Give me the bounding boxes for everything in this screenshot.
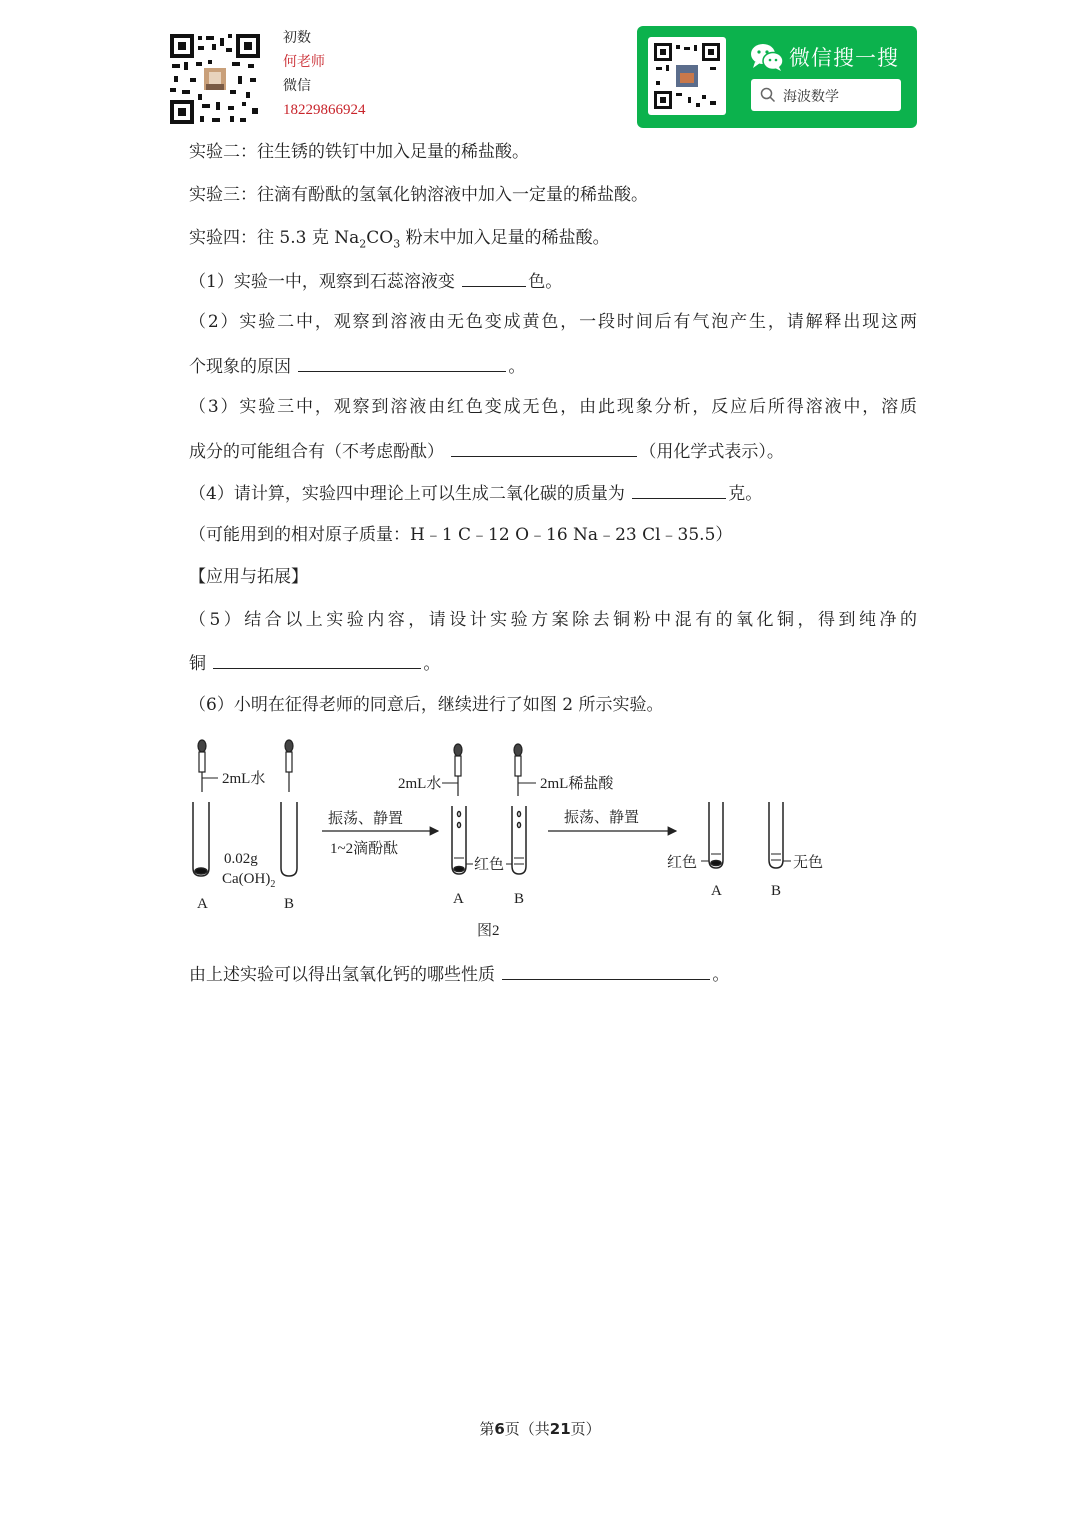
footer-middle: 页（共 [504,1420,550,1438]
atomic-mass-note: （可能用到的相对原子质量：H﹣1 C﹣12 O﹣16 Na﹣23 Cl﹣35.5） [189,525,733,545]
exp4-text-b: CO [366,228,394,248]
question-5-line-2 [189,650,440,676]
question-1 [189,268,562,294]
mass-label: 0.02g [224,851,258,867]
tube-label-a-3: A [711,883,722,899]
step2-top-label: 振荡、静置 [564,810,640,826]
tube-label-b-3: B [771,883,782,899]
contact-wechat-label: 微信 [283,78,311,94]
q2-text: 个现象的原因 [189,357,297,377]
acid-label: 2mL稀盐酸 [540,776,614,792]
red-label-mid: 红色 [474,857,505,873]
water-label-2: 2mL水 [398,776,442,792]
step1-top-label: 振荡、静置 [328,811,404,827]
exp4-text-c: 粉末中加入足量的稀盐酸。 [400,228,610,248]
contact-info [283,26,366,122]
dropper-1 [198,740,206,792]
qr-code-left [168,32,262,126]
section-title: 【应用与拓展】 [189,567,308,587]
dropper-3 [454,744,462,796]
final-text: 由上述实验可以得出氢氧化钙的哪些性质 [189,965,501,985]
footer-total-pages: 21 [549,1420,571,1438]
wechat-logo-icon [750,42,784,72]
experiment-3: 实验三：往滴有酚酞的氢氧化钠溶液中加入一定量的稀盐酸。 [189,185,648,205]
dropper-4 [514,744,522,796]
q1-suffix: 色。 [528,272,563,292]
q2-suffix: 。 [508,357,526,377]
test-tube-b-start [281,802,297,876]
tube-label-b-1: B [284,896,295,912]
test-tube-a-mid [452,806,466,874]
test-tube-a-end [709,802,723,868]
question-3-line-2 [189,438,784,464]
question-2-line-2 [189,353,525,379]
exp4-sub-2: 2 [359,237,367,251]
footer-page-number: 6 [494,1420,505,1438]
q3-suffix: （用化学式表示）。 [639,442,784,462]
q1-text: （1）实验一中，观察到石蕊溶液变 [189,272,461,292]
search-icon [760,87,776,103]
q4-answer-blank[interactable] [632,480,726,499]
exp4-text-a: 实验四：往 5.3 克 Na [189,228,360,248]
water-label-1: 2mL水 [222,771,266,787]
q1-answer-blank[interactable] [462,268,526,287]
test-tube-b-end [769,802,783,868]
final-suffix: 。 [712,965,730,985]
step1-bottom-label: 1~2滴酚酞 [330,841,399,857]
question-2-line-1: （2）实验二中，观察到溶液由无色变成黄色，一段时间后有气泡产生，请解释出现这两 [189,312,917,332]
tube-label-b-2: B [514,891,525,907]
footer-prefix: 第 [479,1420,495,1438]
figure-caption: 图2 [477,923,500,939]
red-label-end: 红色 [667,855,698,871]
page-footer [0,1418,1080,1439]
compound-label: $Ca(OH)_2$ [222,871,276,890]
wechat-search-box[interactable] [751,79,901,111]
contact-teacher: 何老师 [283,54,325,70]
q3-answer-blank[interactable] [451,438,637,457]
wechat-search-text: 海波数学 [783,89,839,105]
colorless-label: 无色 [793,855,824,871]
tube-label-a-1: A [197,896,208,912]
question-3-line-1: （3）实验三中，观察到溶液由红色变成无色，由此现象分析，反应后所得溶液中，溶质 [189,397,917,417]
q5-answer-blank[interactable] [213,650,421,669]
q4-suffix: 克。 [728,484,763,504]
q3-text: 成分的可能组合有（不考虑酚酞） [189,442,450,462]
dropper-2 [285,740,293,792]
experiment-4 [189,226,610,256]
final-answer-blank[interactable] [502,961,710,980]
exp4-sub-3: 3 [393,237,401,251]
question-5-line-1: （5）结合以上实验内容，请设计实验方案除去铜粉中混有的氧化铜，得到纯净的 [189,610,917,630]
experiment-figure-2 [180,730,860,945]
footer-suffix: 页） [570,1420,601,1438]
question-4 [189,480,762,506]
contact-phone: 18229866924 [283,102,366,118]
test-tube-a-start [193,802,209,876]
contact-subject: 初数 [283,30,311,46]
experiment-2: 实验二：往生锈的铁钉中加入足量的稀盐酸。 [189,142,529,162]
q5-suffix: 。 [423,654,441,674]
test-tube-b-mid [512,806,526,874]
q2-answer-blank[interactable] [298,353,506,372]
wechat-qr-code [648,37,726,115]
wechat-search-title: 微信搜一搜 [789,46,899,70]
question-6: （6）小明在征得老师的同意后，继续进行了如图 2 所示实验。 [189,695,664,715]
tube-label-a-2: A [453,891,464,907]
q5-text: 铜 [189,654,212,674]
q4-text: （4）请计算，实验四中理论上可以生成二氧化碳的质量为 [189,484,631,504]
wechat-search-card[interactable] [637,26,917,128]
final-question [189,961,729,987]
